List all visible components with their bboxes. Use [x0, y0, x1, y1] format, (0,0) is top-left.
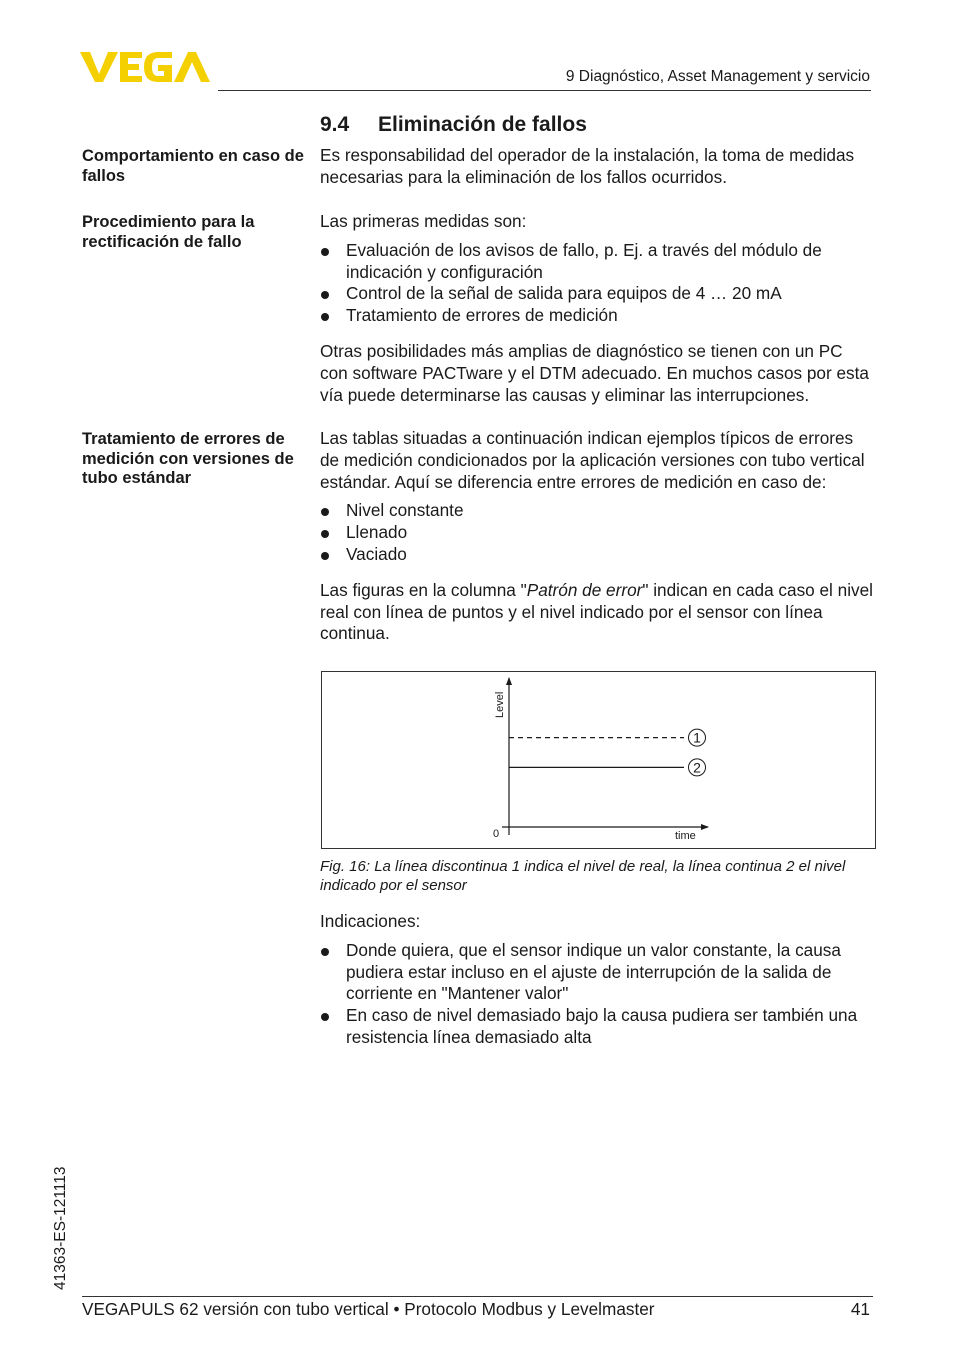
procedure-intro: Las primeras medidas son: — [320, 211, 527, 231]
procedure-list — [320, 240, 875, 327]
figures-paragraph — [320, 580, 875, 645]
side-heading-errors: Tratamiento de errores de medición con versiones de tubo estándar — [82, 430, 294, 487]
list-item: Vaciado — [320, 544, 875, 566]
list-item: Tratamiento de errores de medición — [320, 305, 875, 327]
list-item: Donde quiera, que el sensor indique un valor constante, la causa pudiera estar incluso en el ajuste de interrupción de la salida de corriente en "Mantener valor" — [320, 940, 875, 1005]
behavior-paragraph: Es responsabilidad del operador de la instalación, la toma de medidas necesarias para la eliminación de los fallos ocurridos. — [320, 145, 855, 187]
figures-text-pre: Las figuras en la columna " — [320, 579, 527, 600]
list-item: En caso de nivel demasiado bajo la causa pudiera ser también una resistencia línea demasiado alta — [320, 1005, 875, 1049]
document-number: 41363-ES-121113 — [52, 1166, 69, 1290]
side-heading-behavior: Comportamiento en caso de fallos — [82, 147, 304, 185]
vega-logo-mark — [80, 50, 212, 84]
side-heading-procedure: Procedimiento para la rectificación de fallo — [82, 213, 255, 251]
section-number: 9.4 — [320, 113, 350, 136]
chapter-header: 9 Diagnóstico, Asset Management y servicio — [565, 68, 870, 85]
origin-label: 0 — [493, 828, 500, 840]
series-label-2: 2 — [693, 759, 701, 776]
series-layer — [509, 729, 706, 776]
figures-text-post: " indican en cada caso el nivel real con línea de puntos y el nivel indicado por el sensor con línea continua. — [320, 579, 873, 644]
figures-text-em: Patrón de error — [526, 579, 643, 600]
list-item: Llenado — [320, 522, 875, 544]
list-item: Control de la señal de salida para equipos de 4 … 20 mA — [320, 283, 875, 305]
section-title — [320, 113, 587, 137]
figure-caption: Fig. 16: La línea discontinua 1 indica el nivel de real, la línea continua 2 el nivel indicado por el sensor — [320, 858, 846, 894]
indications-content — [320, 911, 875, 1049]
vega-logo — [80, 50, 212, 89]
errors-paragraph: Las tablas situadas a continuación indican ejemplos típicos de errores de medición condicionados por la aplicación versiones con tubo vertical estándar. Aquí se diferencia entre errores de medición en caso de: — [320, 428, 865, 492]
procedure-more: Otras posibilidades más amplias de diagnóstico se tienen con un PC con software PACTware y el DTM adecuado. En muchos casos por esta vía puede determinarse las causas y eliminar las interrupciones. — [320, 340, 869, 405]
indications-intro: Indicaciones: — [320, 911, 421, 931]
footer-divider — [82, 1296, 873, 1297]
behavior-text — [320, 145, 875, 189]
list-item: Evaluación de los avisos de fallo, p. Ej. a través del módulo de indicación y configuración — [320, 240, 875, 284]
procedure-content — [320, 211, 875, 406]
level-chart — [322, 672, 875, 848]
footer-title: VEGAPULS 62 versión con tubo vertical • Protocolo Modbus y Levelmaster — [82, 1299, 655, 1319]
errors-content — [320, 428, 875, 645]
header-divider — [218, 90, 871, 91]
figure-box — [321, 671, 876, 849]
list-item: Nivel constante — [320, 500, 875, 522]
indications-list — [320, 940, 875, 1049]
page-number: 41 — [850, 1299, 870, 1319]
section-heading: Eliminación de fallos — [378, 113, 587, 136]
series-label-1: 1 — [693, 729, 701, 746]
errors-list — [320, 500, 875, 565]
x-axis-label: time — [675, 830, 696, 842]
y-axis-label: Level — [494, 691, 506, 718]
